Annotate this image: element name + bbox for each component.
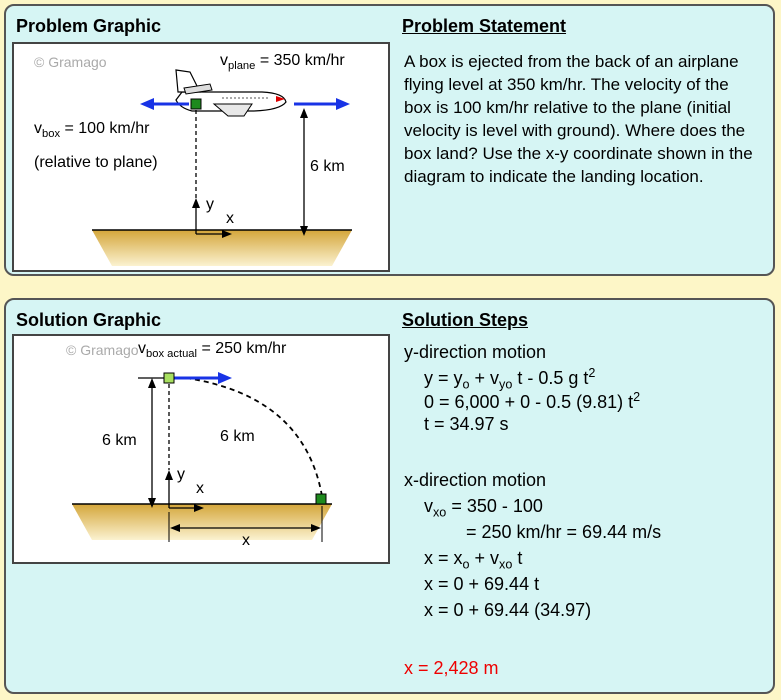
vxo-result: = 250 km/hr = 69.44 m/s [466,522,662,542]
x-direction-header: x-direction motion [404,470,547,490]
y-equation-values: 0 = 6,000 + 0 - 0.5 (9.81) $t^2$ [424,390,641,412]
curve-height-label: 6 km [220,428,255,445]
axis-x-label: x [226,210,234,227]
y-equation-general: $y = y_o + v_{yo}$ t - 0.5 g $t^2$ [424,366,596,392]
box-actual-velocity-arrow [174,372,232,384]
v-box-actual-label: $v_{box actual} = 250$ km/hr [138,340,287,361]
watermark: © Gramago [66,342,139,358]
time-result: t = 34.97 s [424,414,509,434]
height-dimension [148,378,156,508]
x-equation-values: x = 0 + 69.44 t [424,574,540,594]
final-answer: x = 2,428 m [404,658,499,678]
problem-panel [4,4,775,276]
axis-y-label: y [177,466,185,483]
x-equation-general: $x = x_o + v_{xo}$ t [424,548,523,572]
solution-graphic-title: Solution Graphic [16,310,162,330]
height-label: 6 km [102,432,137,449]
y-direction-header: y-direction motion [404,342,547,362]
axis-x-label: x [196,480,204,497]
distance-label: x [242,532,250,549]
v-plane-label: $v_{plane} = 350$ km/hr [220,52,345,73]
box-landed [316,494,326,504]
problem-graphic [12,42,390,272]
plane-velocity-arrow [294,98,350,110]
problem-graphic-title: Problem Graphic [16,16,162,36]
solution-panel [4,298,775,694]
solution-diagram [14,336,392,566]
solution-steps-title: Solution Steps [402,310,528,330]
box-start [164,373,174,383]
ground [72,504,332,540]
axis-y-label: y [206,196,214,213]
solution-graphic [12,334,390,564]
relative-label: (relative to plane) [34,154,158,171]
x-equation-substituted: x = 0 + 69.44 (34.97) [424,600,592,620]
watermark: © Gramago [34,54,107,70]
height-label: 6 km [310,158,345,175]
vxo-equation: $v_{xo} = 350 - 100$ [424,496,543,520]
height-dimension [300,108,308,236]
box [191,99,201,109]
v-box-label: $v_{box} = 100$ km/hr [34,120,150,141]
problem-statement-title: Problem Statement [402,16,567,36]
problem-statement: A box is ejected from the back of an airplane flying level at 350 km/hr. The velocity of the box is 100 km/hr relative to the plane (initial velocity is level with ground). Where does the box land? Use the x-y coordinate shown in the diagram to indicate the landing location. [404,52,753,186]
